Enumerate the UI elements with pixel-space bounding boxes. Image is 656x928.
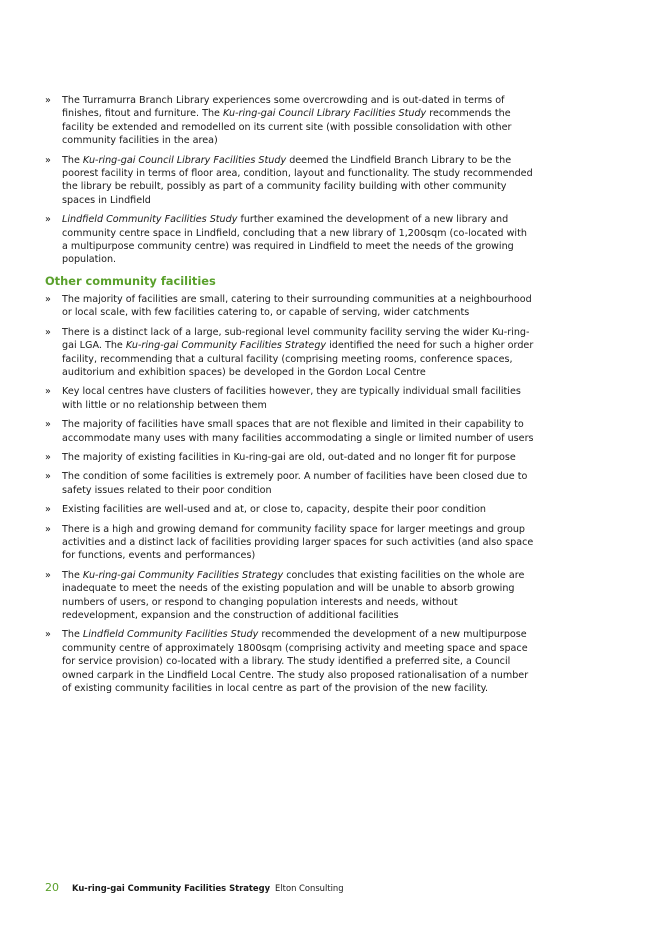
list-item: [45, 569, 535, 623]
item-text: The: [62, 629, 83, 641]
item-text: There is a high and growing demand for community facility space for larger meetings and group activities and a distinct lack of facilities providing larger spaces for such activities (and also space for functions, events and performances): [62, 523, 534, 562]
list-item: [45, 451, 535, 464]
bullet-chevron-icon: »: [45, 451, 51, 463]
bullet-chevron-icon: »: [45, 95, 51, 106]
item-text: The majority of facilities have small spaces that are not flexible and limited in their capability to accommodate many uses with many facilities accommodating a single or limited number of users: [62, 419, 534, 444]
section-heading: Other community facilities: [45, 273, 216, 288]
bullet-chevron-icon: »: [45, 326, 51, 338]
item-text: The majority of facilities are small, catering to their surrounding communities at a neighbourhood or local scale, with few facilities catering to, or capable of serving, wider catchments: [62, 293, 532, 319]
item-text: Key local centres have clusters of facilities however, they are typically individual small facilities with little or no relationship between them: [62, 386, 521, 411]
bullet-chevron-icon: »: [45, 523, 51, 535]
bullet-chevron-icon: »: [45, 154, 51, 166]
list-item: [45, 385, 535, 412]
document-title-ref: Ku-ring-gai Community Facilities Strategy: [125, 340, 327, 352]
bullet-chevron-icon: »: [45, 214, 51, 226]
document-title-ref: Lindfield Community Facilities Study: [62, 214, 238, 226]
item-text: Existing facilities are well-used and at, or close to, capacity, despite their poor condition: [62, 504, 487, 516]
bullet-chevron-icon: »: [45, 569, 51, 581]
bullet-chevron-icon: »: [45, 629, 51, 641]
bullet-chevron-icon: »: [45, 419, 51, 431]
item-text: identified the need for such a higher order facility, recommending that a cultural facility (comprising meeting rooms, conference spaces, auditorium and exhibition spaces) be developed in the Gordon Local Centre: [62, 340, 534, 378]
list-item: [45, 523, 535, 563]
list-item: [45, 326, 535, 380]
list-item: [45, 213, 535, 267]
footer-author: Elton Consulting: [275, 883, 344, 893]
list-item: [45, 628, 535, 695]
library-bullet-list: [45, 94, 535, 267]
item-text: concludes that existing facilities on the whole are inadequate to meet the needs of the existing population and will be unable to absorb growing numbers of users, or respond to changing population interests and needs, without redevelopment, expansion and the construction of additional facilities: [62, 569, 525, 621]
list-item: [45, 503, 535, 516]
list-item: [45, 94, 535, 148]
bullet-chevron-icon: »: [45, 386, 51, 398]
list-item: [45, 470, 535, 497]
document-body: [45, 94, 535, 695]
document-title-ref: Ku-ring-gai Council Library Facilities Study: [82, 154, 287, 166]
footer-document-title: Ku-ring-gai Community Facilities Strategy: [72, 883, 271, 893]
bullet-chevron-icon: »: [45, 293, 51, 305]
page-number: 20: [45, 881, 59, 894]
page-footer: [45, 881, 344, 894]
item-text: deemed the Lindfield Branch Library to be the poorest facility in terms of floor area, condition, layout and functionality. The study recommended the library be rebuilt, possibly as part of a community facility building with other community spaces in Lindfield: [62, 154, 533, 206]
item-text: further examined the development of a new library and community centre space in Lindfield, concluding that a new library of 1,200sqm (co-located with a multipurpose community centre) was required in Lindfield to meet the needs of the growing population.: [62, 214, 527, 266]
document-title-ref: Lindfield Community Facilities Study: [82, 629, 259, 641]
item-text: The condition of some facilities is extremely poor. A number of facilities have been closed due to safety issues related to their poor condition: [62, 471, 528, 496]
item-text: recommends the facility be extended and remodelled on its current site (with possible consolidation with other community facilities in the area): [62, 108, 512, 147]
community-bullet-list: [45, 293, 535, 696]
list-item: [45, 293, 535, 320]
item-text: The: [62, 154, 83, 166]
item-text: There is a distinct lack of a large, sub-regional level community facility serving the wider Ku-ring-gai LGA. The: [62, 326, 530, 352]
document-title-ref: Ku-ring-gai Council Library Facilities Study: [222, 108, 427, 120]
item-text: The majority of existing facilities in Ku-ring-gai are old, out-dated and no longer fit for purpose: [62, 451, 516, 463]
list-item: [45, 418, 535, 445]
bullet-chevron-icon: »: [45, 471, 51, 483]
item-text: The: [62, 569, 83, 581]
list-item: [45, 154, 535, 208]
bullet-chevron-icon: »: [45, 504, 51, 516]
item-text: recommended the development of a new multipurpose community centre of approximately 1800sqm (comprising activity and meeting space and space for service provision) co-located with a library. The study identified a preferred site, a Council owned carpark in the Lindfield Local Centre. The study also proposed rationalisation of a number of existing community facilities in local centre as part of the provision of the new facility.: [62, 629, 529, 695]
document-title-ref: Ku-ring-gai Community Facilities Strategy: [82, 569, 284, 581]
item-text: The Turramurra Branch Library experiences some overcrowding and is out-dated in terms of finishes, fitout and furniture. The: [62, 95, 505, 120]
